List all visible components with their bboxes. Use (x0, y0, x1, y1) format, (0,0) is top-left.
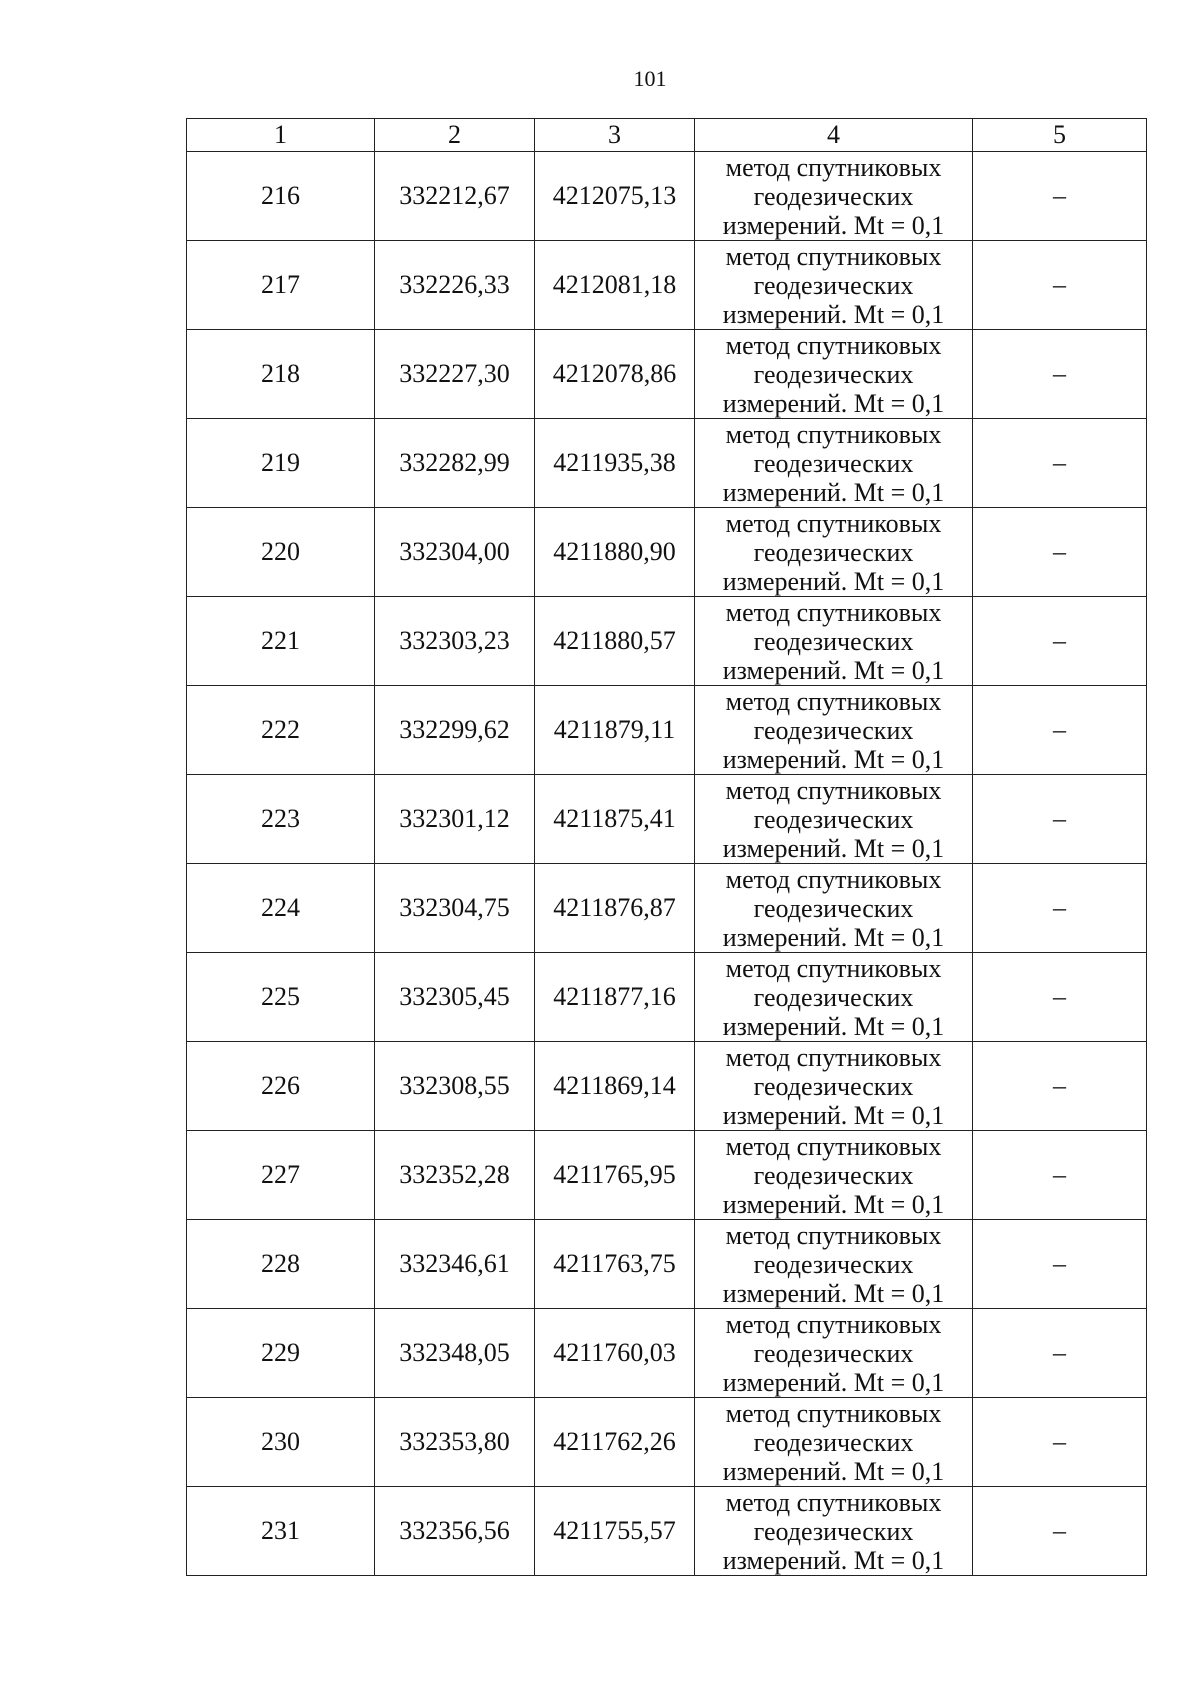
table-cell-c1: 229 (187, 1309, 375, 1398)
table-cell-c3: 4211879,11 (535, 686, 695, 775)
method-text-line: метод спутниковых (725, 597, 942, 627)
table-cell-c3: 4211755,57 (535, 1487, 695, 1576)
table-cell-c1: 231 (187, 1487, 375, 1576)
method-text-line: измерений. Mt = 0,1 (722, 833, 945, 863)
table-cell-c2: 332226,33 (375, 241, 535, 330)
method-text-line: геодезических (753, 893, 914, 923)
table-cell-c3: 4211763,75 (535, 1220, 695, 1309)
method-text-line: геодезических (753, 1160, 914, 1190)
table-row (187, 508, 1147, 597)
table-cell-c1: 223 (187, 775, 375, 864)
method-text-line: измерений. Mt = 0,1 (722, 1278, 945, 1308)
table-cell-c3: 4211935,38 (535, 419, 695, 508)
table-cell-c5: – (973, 597, 1147, 686)
method-text-line: метод спутниковых (725, 241, 942, 271)
method-text-line: измерений. Mt = 0,1 (722, 744, 945, 774)
method-text-line: измерений. Mt = 0,1 (722, 1456, 945, 1486)
table-cell-c5: – (973, 1487, 1147, 1576)
header-cell: 1 (187, 119, 375, 152)
table-cell-method (695, 1398, 973, 1487)
table-cell-c2: 332356,56 (375, 1487, 535, 1576)
method-text-line: геодезических (753, 1249, 914, 1279)
table-cell-c5: – (973, 1131, 1147, 1220)
table-row (187, 775, 1147, 864)
table-cell-c5: – (973, 686, 1147, 775)
table-cell-c3: 4211762,26 (535, 1398, 695, 1487)
table-cell-c1: 228 (187, 1220, 375, 1309)
method-text-line: геодезических (753, 270, 914, 300)
table-cell-c3: 4212081,18 (535, 241, 695, 330)
method-text-line: измерений. Mt = 0,1 (722, 1100, 945, 1130)
header-cell: 4 (695, 119, 973, 152)
table-cell-method (695, 775, 973, 864)
table-row (187, 1220, 1147, 1309)
method-text-line: метод спутниковых (725, 1398, 942, 1428)
table-cell-method (695, 1309, 973, 1398)
table-row (187, 1131, 1147, 1220)
method-text-line: геодезических (753, 1071, 914, 1101)
table-cell-c2: 332348,05 (375, 1309, 535, 1398)
method-text-line: геодезических (753, 804, 914, 834)
method-text-line: геодезических (753, 1427, 914, 1457)
table-cell-c3: 4211869,14 (535, 1042, 695, 1131)
method-text-line: измерений. Mt = 0,1 (722, 1011, 945, 1041)
table-row (187, 152, 1147, 241)
method-text-line: метод спутниковых (725, 775, 942, 805)
table-cell-c5: – (973, 953, 1147, 1042)
table-row (187, 1309, 1147, 1398)
table-row (187, 1398, 1147, 1487)
method-text-line: измерений. Mt = 0,1 (722, 210, 945, 240)
method-text-line: метод спутниковых (725, 1487, 942, 1517)
method-text-line: метод спутниковых (725, 152, 942, 182)
table-cell-c5: – (973, 775, 1147, 864)
table-cell-c1: 230 (187, 1398, 375, 1487)
table-cell-method (695, 508, 973, 597)
table-cell-c2: 332308,55 (375, 1042, 535, 1131)
table-cell-c1: 222 (187, 686, 375, 775)
table-cell-c2: 332353,80 (375, 1398, 535, 1487)
method-text-line: измерений. Mt = 0,1 (722, 1545, 945, 1575)
method-text-line: метод спутниковых (725, 1309, 942, 1339)
table-row (187, 419, 1147, 508)
method-text-line: геодезических (753, 715, 914, 745)
table-cell-c2: 332227,30 (375, 330, 535, 419)
method-text-line: геодезических (753, 181, 914, 211)
method-text-line: метод спутниковых (725, 330, 942, 360)
table-cell-c5: – (973, 1042, 1147, 1131)
table-cell-c5: – (973, 330, 1147, 419)
method-text-line: измерений. Mt = 0,1 (722, 566, 945, 596)
header-cell: 3 (535, 119, 695, 152)
table-cell-c3: 4211760,03 (535, 1309, 695, 1398)
table-cell-c2: 332304,00 (375, 508, 535, 597)
table-cell-c3: 4211765,95 (535, 1131, 695, 1220)
method-text-line: геодезических (753, 1516, 914, 1546)
table-row (187, 953, 1147, 1042)
table-row (187, 330, 1147, 419)
table-cell-c1: 218 (187, 330, 375, 419)
method-text-line: измерений. Mt = 0,1 (722, 388, 945, 418)
table-cell-c1: 227 (187, 1131, 375, 1220)
table-cell-c2: 332212,67 (375, 152, 535, 241)
method-text-line: измерений. Mt = 0,1 (722, 1367, 945, 1397)
table-cell-method (695, 864, 973, 953)
method-text-line: геодезических (753, 626, 914, 656)
table-row (187, 1487, 1147, 1576)
table-cell-method (695, 1042, 973, 1131)
header-cell: 2 (375, 119, 535, 152)
table-cell-c5: – (973, 1309, 1147, 1398)
table-cell-c5: – (973, 241, 1147, 330)
method-text-line: измерений. Mt = 0,1 (722, 1189, 945, 1219)
table-cell-method (695, 1487, 973, 1576)
table-row (187, 597, 1147, 686)
table-cell-c1: 225 (187, 953, 375, 1042)
table-cell-c3: 4211880,57 (535, 597, 695, 686)
table-row (187, 864, 1147, 953)
table-cell-c1: 216 (187, 152, 375, 241)
table-cell-c1: 219 (187, 419, 375, 508)
table-body (187, 152, 1147, 1576)
table-cell-c2: 332304,75 (375, 864, 535, 953)
method-text-line: метод спутниковых (725, 1042, 942, 1072)
page-number: 101 (633, 66, 667, 91)
table-cell-c3: 4212078,86 (535, 330, 695, 419)
table-cell-c1: 220 (187, 508, 375, 597)
table-cell-c2: 332305,45 (375, 953, 535, 1042)
table-cell-c2: 332352,28 (375, 1131, 535, 1220)
method-text-line: метод спутниковых (725, 864, 942, 894)
table-cell-c5: – (973, 864, 1147, 953)
method-text-line: метод спутниковых (725, 953, 942, 983)
header-cell: 5 (973, 119, 1147, 152)
table-cell-method (695, 419, 973, 508)
method-text-line: геодезических (753, 537, 914, 567)
table-row (187, 686, 1147, 775)
table-cell-method (695, 1220, 973, 1309)
table-cell-c3: 4211876,87 (535, 864, 695, 953)
table-cell-c3: 4211880,90 (535, 508, 695, 597)
method-text-line: измерений. Mt = 0,1 (722, 655, 945, 685)
table-cell-c3: 4211877,16 (535, 953, 695, 1042)
table-cell-c2: 332346,61 (375, 1220, 535, 1309)
method-text-line: измерений. Mt = 0,1 (722, 299, 945, 329)
method-text-line: метод спутниковых (725, 1220, 942, 1250)
table-cell-c2: 332303,23 (375, 597, 535, 686)
coordinates-table (186, 118, 1147, 1576)
table-cell-c2: 332282,99 (375, 419, 535, 508)
table-cell-c1: 226 (187, 1042, 375, 1131)
table-cell-c3: 4211875,41 (535, 775, 695, 864)
table-cell-method (695, 686, 973, 775)
table-cell-method (695, 953, 973, 1042)
table-cell-c2: 332301,12 (375, 775, 535, 864)
table-row (187, 241, 1147, 330)
method-text-line: геодезических (753, 359, 914, 389)
method-text-line: метод спутниковых (725, 1131, 942, 1161)
table-cell-c2: 332299,62 (375, 686, 535, 775)
table-cell-c5: – (973, 152, 1147, 241)
method-text-line: метод спутниковых (725, 419, 942, 449)
table-cell-method (695, 152, 973, 241)
table-cell-c3: 4212075,13 (535, 152, 695, 241)
method-text-line: метод спутниковых (725, 686, 942, 716)
table-cell-c1: 217 (187, 241, 375, 330)
method-text-line: метод спутниковых (725, 508, 942, 538)
table-cell-method (695, 330, 973, 419)
table-cell-c1: 224 (187, 864, 375, 953)
table-header-row (187, 119, 1147, 152)
method-text-line: геодезических (753, 1338, 914, 1368)
table-cell-method (695, 1131, 973, 1220)
table-cell-c5: – (973, 508, 1147, 597)
table-cell-c5: – (973, 1398, 1147, 1487)
table-cell-c5: – (973, 419, 1147, 508)
method-text-line: геодезических (753, 982, 914, 1012)
table-cell-method (695, 241, 973, 330)
table-cell-c1: 221 (187, 597, 375, 686)
method-text-line: измерений. Mt = 0,1 (722, 477, 945, 507)
method-text-line: геодезических (753, 448, 914, 478)
table-cell-c5: – (973, 1220, 1147, 1309)
table-cell-method (695, 597, 973, 686)
table-row (187, 1042, 1147, 1131)
method-text-line: измерений. Mt = 0,1 (722, 922, 945, 952)
